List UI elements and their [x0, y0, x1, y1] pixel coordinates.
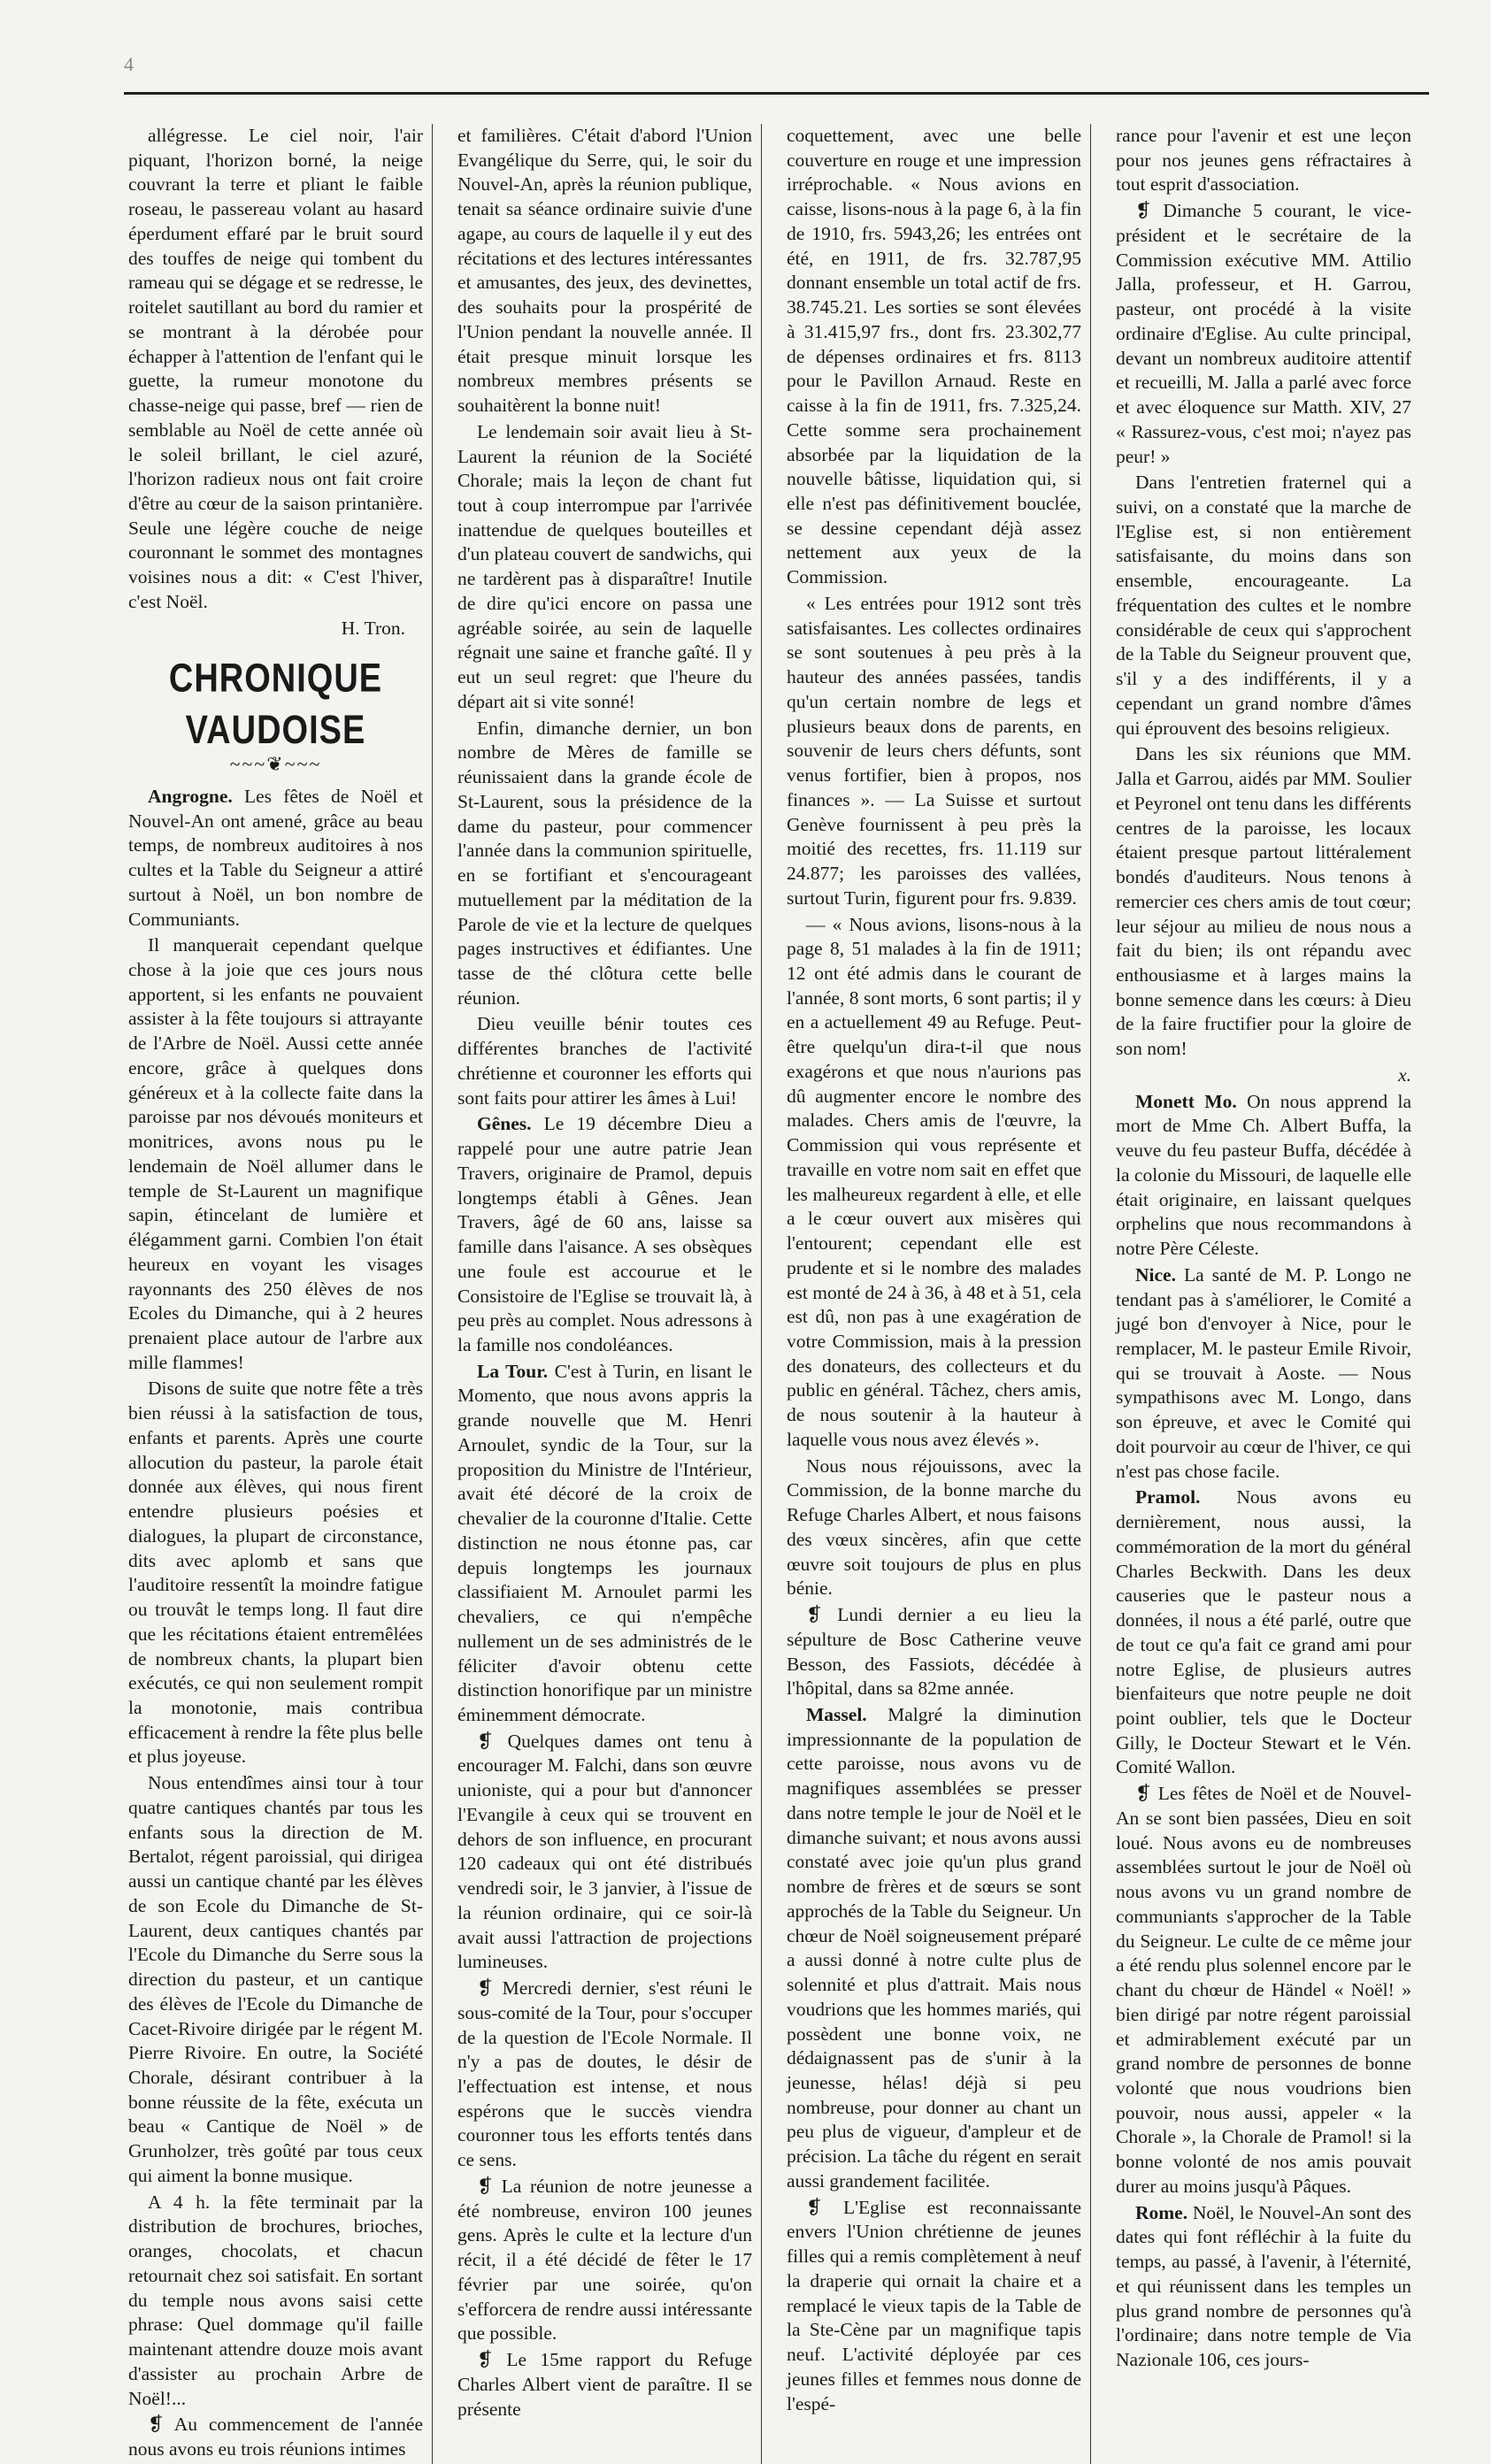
paragraph: rance pour l'avenir et est une leçon pour nos jeunes gens réfractaires à tout esprit d'association.: [1116, 125, 1411, 196]
column-3: [778, 124, 1091, 2464]
paragraph-text: C'est à Turin, en lisant le Momento, que nous avons appris la grande nouvelle que M. Henri Arnoulet, syndic de la Tour, sur la proposition du Ministre de l'Intérieur, avait été décoré de la croix de chevalier de la couronne d'Italie. Cette distinction ne nous étonne pas, car depuis longtemps les journaux classifiaient M. Arnoulet parmi les chevaliers, ce qui n'empêche nullement un de ses administrés de le féliciter d'avoir obtenu cette distinction honorifique par un ministre éminemment démocrate.: [457, 1360, 752, 1725]
paragraph: Le lendemain soir avait lieu à St-Laurent la réunion de la Société Chorale; mais la leçon de chant fut tout à coup interrompue par l'arrivée inattendue de quelques bouteilles et d'un plateau couvert de sandwichs, qui ne tardèrent pas à disparaître! Inutile de dire qu'ici encore on passa une agréable soirée, au sein de laquelle régnait une saine et franche gaîté. Il y eut un seul regret: que l'heure du départ ait si vite sonné!: [457, 420, 752, 712]
paragraph-text: La santé de M. P. Longo ne tendant pas à s'améliorer, le Comité a jugé bon d'envoyer à Nice, pour le remplacer, M. le pasteur Emile Rivoir, qui se trouvait à Aoste. — Nous sympathisons avec M. Longo, dans son épreuve, et avec le Comité qui doit pourvoir au cœur de l'hiver, ce qui n'est pas chose facile.: [1116, 1263, 1411, 1482]
column-4: [1107, 124, 1420, 2464]
paragraph: — « Nous avions, lisons-nous à la page 8, 51 malades à la fin de 1911; 12 ont été admis dans le courant de l'année, 8 sont morts, 6 sont partis; il y en a actuellement 49 au Refuge. Peut-être quelqu'un dira-t-il que nous exagérons et que nous n'aurions pas dû augmenter encore le nombre des malades. Chers amis de l'œuvre, la Commission qui vous représente et travaille en votre nom sait en effet que les malheureux regardent à elle, et elle a le cœur ouvert aux misères qui l'entourent; cependant elle est prudente et si le nombre des malades est monté de 24 à 36, à 48 et à 51, cela est dû, non pas à une exagération de votre Commission, mais à la pression des donateurs, des collecteurs et du public en général. Tâchez, chers amis, de nous soutenir à la hauteur à laquelle vous nous avez élevés ».: [787, 913, 1081, 1450]
paragraph: ❡ Les fêtes de Noël et de Nouvel-An se sont bien passées, Dieu en soit loué. Nous avons eu de nombreuses assemblées surtout le jour de Noël où nous avons vu un grand nombre de communiants s'approcher de la Table du Seigneur. Le culte de ce même jour a été rendu plus solennel encore par le chant du chœur de Händel « Noël! » bien dirigé par notre régent paroissial et admirablement exécuté par un grand nombre de personnes de bonne volonté que nous voudrions bien pouvoir, nous aussi, appeler « la Chorale », la Chorale de Pramol! si la bonne volonté de nos amis pouvait durer au moins jusqu'à Pâques.: [1116, 1783, 1411, 2197]
top-rule: [124, 92, 1429, 95]
paragraph-angrogne: [128, 785, 423, 932]
paragraph: ❡ Dimanche 5 courant, le vice-président et le secrétaire de la Commission exécutive MM. Attilio Jalla, professeur, et H. Garrou, pasteur, ont procédé à la visite ordinaire d'Eglise. Au culte principal, devant un nombreux auditoire attentif et recueilli, M. Jalla a parlé avec force et avec éloquence sur Matth. XIV, 27 « Rassurez-vous, c'est moi; n'ayez pas peur! »: [1116, 200, 1411, 467]
place-name: Rome.: [1135, 2201, 1188, 2223]
paragraph: A 4 h. la fête terminait par la distribution de brochures, brioches, oranges, chocolats, et chacun retournait chez soi satisfait. En sortant du temple nous avons saisi cette phrase: Quel dommage qu'il faille maintenant attendre douze mois avant d'assister au prochain Arbre de Noël!...: [128, 2191, 423, 2409]
ornament-divider: ~~~❦~~~: [229, 753, 322, 776]
paragraph: Nous nous réjouissons, avec la Commission, de la bonne marche du Refuge Charles Albert, et nous faisons des vœux sincères, afin que cette œuvre soit toujours de plus en plus bénie.: [787, 1455, 1081, 1600]
paragraph: Dans l'entretien fraternel qui a suivi, on a constaté que la marche de l'Eglise est, si non entièrement satisfaisante, du moins dans son ensemble, encourageante. La fréquentation des cultes et le nombre considérable de ceux qui s'approchent de la Table du Seigneur prouvent que, s'il y a des indifférents, il y a cependant un grand nombre d'âmes qui éprouvent des besoins religieux.: [1116, 472, 1411, 739]
place-name: Gênes.: [477, 1113, 532, 1135]
paragraph-massel: [787, 1703, 1081, 2194]
paragraph: allégresse. Le ciel noir, l'air piquant, l'horizon borné, la neige couvrant la terre et pliant le faible roseau, le passereau volant au hasard éperdument effaré par le bruit sourd des touffes de neige qui tombent du rameau qui se dégage et se redresse, le roitelet sautillant au bord du ramier et se montrant à la dérobée pour échapper à l'attention de l'enfant qui le guette, la rumeur monotone du chasse-neige qui passe, bref — rien de semblable au Noël de cette année où le soleil brillant, le ciel azuré, l'horizon radieux nous ont fait croire d'être au cœur de la saison printanière. Seule une légère couche de neige couronnant le sommet des montagnes voisines nous a dit: « C'est l'hiver, c'est Noël.: [128, 125, 423, 612]
paragraph: ❡ Au commencement de l'année nous avons eu trois réunions intimes: [128, 2414, 423, 2460]
place-name: La Tour.: [477, 1360, 549, 1382]
section-title: CHRONIQUE VAUDOISE: [168, 656, 383, 754]
paragraph-nice: [1116, 1263, 1411, 1485]
paragraph: Disons de suite que notre fête a très bien réussi à la satisfaction de tous, enfants et parents. Après une courte allocution du pasteur, la parole était donnée aux élèves, qui nous firent entendre plusieurs poésies et dialogues, la plupart de circonstance, dits avec aplomb et sans que l'auditoire ressentît la moindre fatigue ou trouvât le temps long. Il faut dire que les récitations étaient entremêlées de nombreux chants, la plupart bien exécutés, ce qui non seulement rompit la monotonie, mais contribua efficacement à rendre la fête plus belle et plus joyeuse.: [128, 1378, 423, 1768]
paragraph-text: On nous apprend la mort de Mme Ch. Albert Buffa, la veuve du feu pasteur Buffa, décédée à la colonie du Missouri, de laquelle elle était originaire, en laissant quelques orphelins que nous recommandons à notre Père Céleste.: [1116, 1090, 1412, 1260]
place-name: Angrogne.: [148, 785, 233, 807]
paragraph-monett: [1116, 1090, 1411, 1262]
page-number: 4: [124, 53, 134, 75]
place-name: Nice.: [1135, 1263, 1176, 1286]
paragraph-text: Noël, le Nouvel-An sont des dates qui font réfléchir à la fuite du temps, au passé, à l'avenir, à l'éternité, et qui réunissent dans les temples un plus grand nombre de personnes qu'à l'ordinaire; dans notre temple de Via Nazionale 106, ces jours-: [1116, 2201, 1411, 2371]
paragraph: Enfin, dimanche dernier, un bon nombre de Mères de famille se réunissaient dans la grande école de St-Laurent, sous la présidence de la dame du pasteur, pour commencer l'année dans la communion spirituelle, en se fortifiant et s'encourageant mutuellement par la méditation de la Parole de vie et la lecture de quelques pages instructives et édifiantes. Une tasse de thé clôtura cette belle réunion.: [457, 717, 752, 1009]
paragraph-la-tour: [457, 1360, 752, 1728]
column-2: [449, 124, 762, 2464]
paragraph: Il manquerait cependant quelque chose à la joie que ces jours nous apportent, si les enfants ne pouvaient assister à la fête toujours si attrayante de l'Arbre de Noël. Aussi cette année encore, grâce à quelques dons généreux et à la collecte faite dans la paroisse par nos dévoués moniteurs et monitrices, avons nous pu le lendemain de Noël allumer dans le temple de St-Laurent un magnifique sapin, étincelant de lumière et élégamment garni. Combien l'on était heureux en voyant les visages rayonnants des 250 élèves de nos Ecoles du Dimanche, qui à 2 heures prenaient place autour de l'arbre aux mille flammes!: [128, 934, 423, 1373]
signature: H. Tron.: [341, 617, 405, 639]
paragraph-text: Malgré la diminution impressionnante de la population de cette paroisse, nous avons vu de magnifiques assemblées se presser dans notre temple le jour de Noël et le dimanche suivant; et nous avons aussi constaté avec joie qu'un plus grand nombre de frères et de sœurs se sont approchés de la Table du Seigneur. Un chœur de Noël soigneusement préparé a aussi donné à notre culte plus de solennité et plus d'attrait. Mais nous voudrions que les hommes mariés, qui possèdent une bonne voix, ne dédaignassent pas de s'unir à la jeunesse, hélas! déjà si peu nombreuse, pour donner au chant un peu plus de vigueur, d'ampleur et de précision. La tâche du régent en serait aussi grandement facilitée.: [787, 1704, 1081, 2192]
newspaper-columns: [119, 124, 1420, 2460]
paragraph: coquettement, avec une belle couverture en rouge et une impression irréprochable. « Nous avions en caisse, lisons-nous à la page 6, à la fin de 1910, frs. 5943,26; les entrées ont été, en 1911, de frs. 32.787,95 donnant ensemble un total actif de frs. 38.745.21. Les sorties se sont élevées à 31.415,97 frs., dont frs. 23.302,77 de dépenses ordinaires et frs. 8113 pour le Pavillon Arnaud. Reste en caisse à la fin de 1911, frs. 7.325,24. Cette somme sera prochainement absorbée par la liquidation de la nouvelle bâtisse, liquidation qui, si elle n'est pas définitivement bouclée, se dessine cependant déjà assez nettement aux yeux de la Commission.: [787, 125, 1081, 588]
paragraph: ❡ L'Eglise est reconnaissante envers l'Union chrétienne de jeunes filles qui a remis complètement à neuf la draperie qui ornait la chaire et a remplacé le vieux tapis de la Table de la Ste-Cène par un magnifique tapis neuf. L'activité déployée par ces jeunes filles et femmes nous donne de l'espé-: [787, 2196, 1081, 2414]
paragraph: ❡ La réunion de notre jeunesse a été nombreuse, environ 100 jeunes gens. Après le culte et la lecture d'un récit, il a été décidé de fêter le 17 février par une soirée, qu'on s'efforcera de rendre aussi intéressante que possible.: [457, 2175, 752, 2345]
paragraph: Dans les six réunions que MM. Jalla et Garrou, aidés par MM. Soulier et Peyronel ont tenu dans les différents centres de la paroisse, les locaux étaient presque partout littéralement bondés d'auditeurs. Nous tenons à remercier ces chers amis de tout cœur; leur séjour au milieu de nous nous a fait du bien; ils ont répandu avec enthousiasme et à larges mains la bonne semence dans les cœurs: à Dieu de la faire fructifier pour la gloire de son nom!: [1116, 743, 1411, 1060]
paragraph-pramol: [1116, 1485, 1411, 1780]
paragraph-rome: [1116, 2201, 1411, 2373]
author-mark: x.: [1398, 1063, 1411, 1086]
paragraph: et familières. C'était d'abord l'Union Evangélique du Serre, qui, le soir du Nouvel-An, après la réunion publique, tenait sa séance ordinaire suivie d'une agape, au cours de laquelle il y eut des récitations et des lectures intéressantes et amusantes, des jeux, des devinettes, des souhaits pour la prospérité de l'Union pendant la nouvelle année. Il était presque minuit lorsque les nombreux membres présents se souhaitèrent la bonne nuit!: [457, 125, 752, 417]
paragraph: ❡ Le 15me rapport du Refuge Charles Albert vient de paraître. Il se présente: [457, 2349, 752, 2420]
place-name: Pramol.: [1135, 1486, 1201, 1508]
paragraph: Nous entendîmes ainsi tour à tour quatre cantiques chantés par tous les enfants sous la direction de M. Bertalot, régent paroissial, qui dirigea aussi un cantique chanté par les élèves de son Ecole du Dimanche de St-Laurent, deux cantiques chantés par l'Ecole du Dimanche du Serre sous la direction du pasteur, et un cantique des élèves de l'Ecole du Dimanche de Cacet-Rivoire dirigée par le régent M. Pierre Rivoire. En outre, la Société Chorale, désirant contribuer à la bonne réussite de la fête, exécuta un beau « Cantique de Noël » de Grunholzer, très goûté par tous ceux qui aiment la bonne musique.: [128, 1772, 423, 2186]
paragraph: ❡ Quelques dames ont tenu à encourager M. Falchi, dans son œuvre unioniste, qui a pour but d'annoncer l'Evangile à ceux qui se trouvent en dehors de son influence, en procurant 120 cadeaux qui ont été distribués vendredi soir, le 3 janvier, à l'issue de la réunion ordinaire, qui ce soir-là avait aussi l'attraction de projections lumineuses.: [457, 1730, 752, 1973]
column-1: [119, 124, 433, 2464]
paragraph: Dieu veuille bénir toutes ces différentes branches de l'activité chrétienne et couronner les efforts qui sont faits pour attirer les âmes à Lui!: [457, 1013, 752, 1109]
paragraph-text: Les fêtes de Noël et Nouvel-An ont amené, grâce au beau temps, de nombreux auditoires à nos cultes et la Table du Seigneur a attiré surtout à Noël, un bon nombre de Communiants.: [128, 785, 423, 930]
paragraph: ❡ Mercredi dernier, s'est réuni le sous-comité de la Tour, pour s'occuper de la question de l'Ecole Normale. Il n'y a pas de doutes, le désir de l'effectuation est intense, et nous espérons que le succès viendra couronner tous les efforts tentés dans ce sens.: [457, 1977, 752, 2171]
paragraph-text: Nous avons eu dernièrement, nous aussi, la commémoration de la mort du général Charles Beckwith. Dans les deux causeries que le pasteur nous a données, il nous a été parlé, outre que de tout ce qu'a fait ce grand ami pour notre Eglise, de plusieurs autres bienfaiteurs que notre peuple ne doit point oublier, tels que le Docteur Gilly, le Docteur Stewart et le Vén. Comité Wallon.: [1116, 1486, 1411, 1778]
paragraph: « Les entrées pour 1912 sont très satisfaisantes. Les collectes ordinaires se sont soutenues à peu près à la hauteur des années passées, tandis qu'un certain nombre de legs et plusieurs beaux dons de parents, en souvenir de leurs chers défunts, sont venus fortifier, bien à propos, nos finances ». — La Suisse et surtout Genève fournissent à peu près la moitié des recettes, frs. 11.119 sur 24.877; les paroisses des vallées, surtout Turin, figurent pour frs. 9.839.: [787, 592, 1081, 909]
paragraph-genes: [457, 1112, 752, 1357]
paragraph: ❡ Lundi dernier a eu lieu la sépulture de Bosc Catherine veuve Besson, des Fassiots, décédée à l'hôpital, dans sa 82me année.: [787, 1604, 1081, 1700]
paragraph-text: Le 19 décembre Dieu a rappelé pour une autre patrie Jean Travers, originaire de Pramol, depuis longtemps établi à Gênes. Jean Travers, âgé de 60 ans, laisse sa famille dans l'aisance. A ses obsèques une foule est accourue et le Consistoire de l'Eglise se trouvait là, à peu près au complet. Nous adressons à la famille nos condoléances.: [457, 1113, 752, 1355]
place-name: Monett Mo.: [1135, 1090, 1237, 1112]
place-name: Massel.: [806, 1704, 867, 1725]
